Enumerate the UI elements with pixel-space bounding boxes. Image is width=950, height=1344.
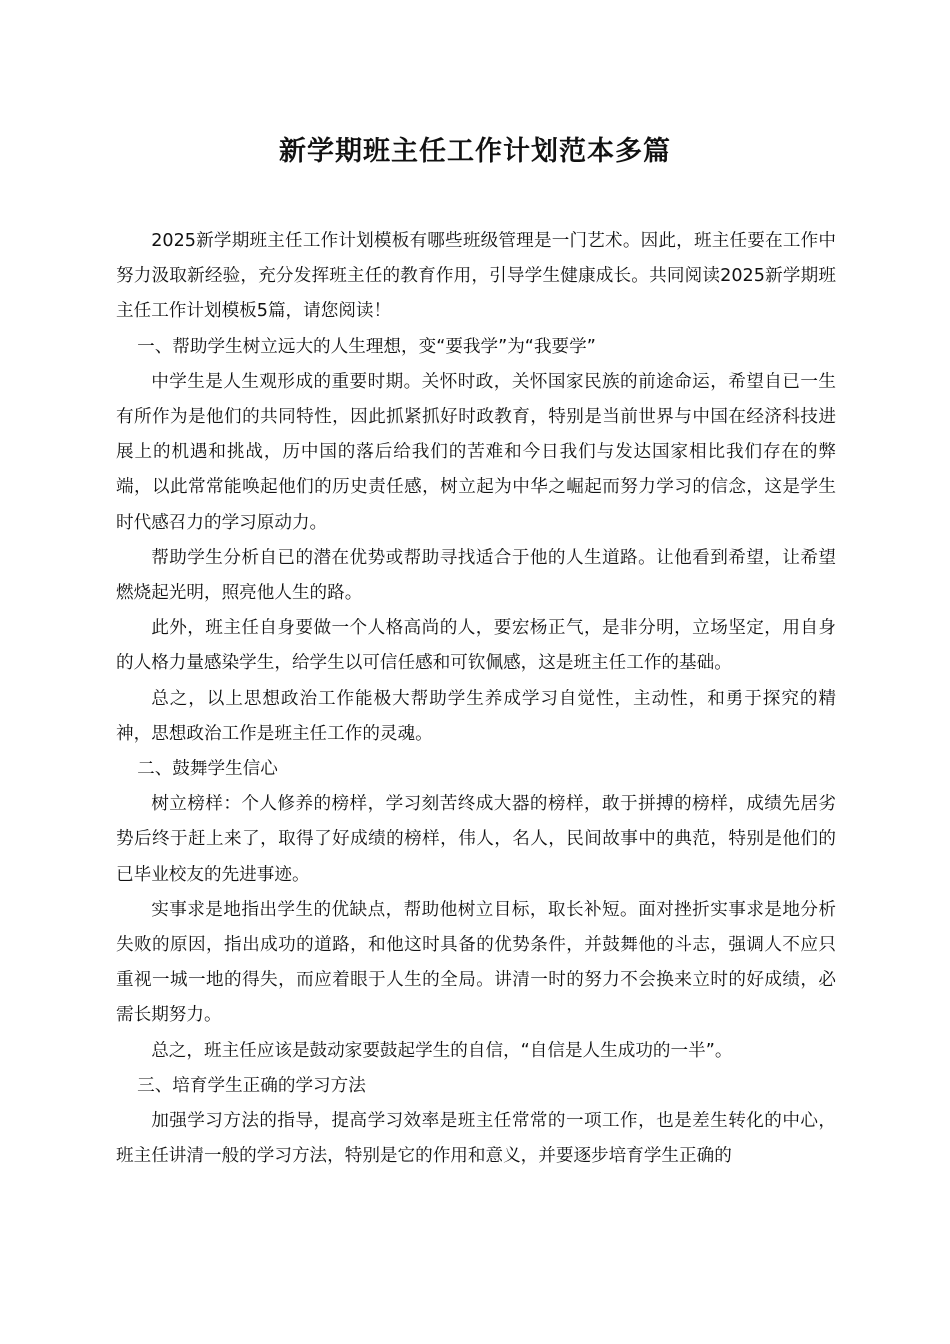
body-paragraph: 帮助学生分析自已的潜在优势或帮助寻找适合于他的人生道路。让他看到希望，让希望燃烧起光明，照亮他人生的路。 <box>116 547 836 604</box>
body-paragraph: 此外，班主任自身要做一个人格高尚的人，要宏杨正气，是非分明，立场坚定，用自身的人格力量感染学生，给学生以可信任感和可钦佩感，这是班主任工作的基础。 <box>116 618 836 674</box>
section-heading-3: 三、培育学生正确的学习方法 <box>137 1075 366 1096</box>
body-paragraph: 中学生是人生观形成的重要时期。关怀时政，关怀国家民族的前途命运，希望自已一生有所作为是他们的共同特性，因此抓紧抓好时政教育，特别是当前世界与中国在经济科技进展上的机遇和挑战，历中国的落后给我们的苦难和今日我们与发达国家相比我们存在的弊端，以此常常能唤起他们的历史责任感，树立起为中华之崛起而努力学习的信念，这是学生时代感召力的学习原动力。 <box>116 371 836 533</box>
body-paragraph: 实事求是地指出学生的优缺点，帮助他树立目标，取长补短。面对挫折实事求是地分析失败的原因，指出成功的道路，和他这时具备的优势条件，并鼓舞他的斗志，强调人不应只重视一城一地的得失，而应着眼于人生的全局。讲清一时的努力不会换来立时的好成绩，必需长期努力。 <box>116 899 836 1026</box>
document-body <box>116 224 836 1174</box>
section-heading-1: 一、帮助学生树立远大的人生理想，变“要我学”为“我要学” <box>137 336 596 357</box>
section-heading-2: 二、鼓舞学生信心 <box>137 759 278 780</box>
document-title: 新学期班主任工作计划范本多篇 <box>279 136 671 167</box>
body-paragraph: 树立榜样：个人修养的榜样，学习刻苦终成大器的榜样，敢于拼搏的榜样，成绩先居劣势后终于赶上来了，取得了好成绩的榜样，伟人，名人，民间故事中的典范，特别是他们的已毕业校友的先进事迹。 <box>116 794 836 885</box>
body-paragraph: 加强学习方法的指导，提高学习效率是班主任常常的一项工作，也是差生转化的中心，班主任讲清一般的学习方法，特别是它的作用和意义，并要逐步培育学生正确的 <box>116 1111 836 1167</box>
intro-paragraph: 2025新学期班主任工作计划模板有哪些班级管理是一门艺术。因此，班主任要在工作中努力汲取新经验，充分发挥班主任的教育作用，引导学生健康成长。共同阅读2025新学期班主任工作计划模板5篇，请您阅读！ <box>116 231 836 322</box>
body-paragraph: 总之，以上思想政治工作能极大帮助学生养成学习自觉性，主动性，和勇于探究的精神，思想政治工作是班主任工作的灵魂。 <box>116 688 836 744</box>
body-paragraph: 总之，班主任应该是鼓动家要鼓起学生的自信，“自信是人生成功的一半”。 <box>151 1040 733 1061</box>
